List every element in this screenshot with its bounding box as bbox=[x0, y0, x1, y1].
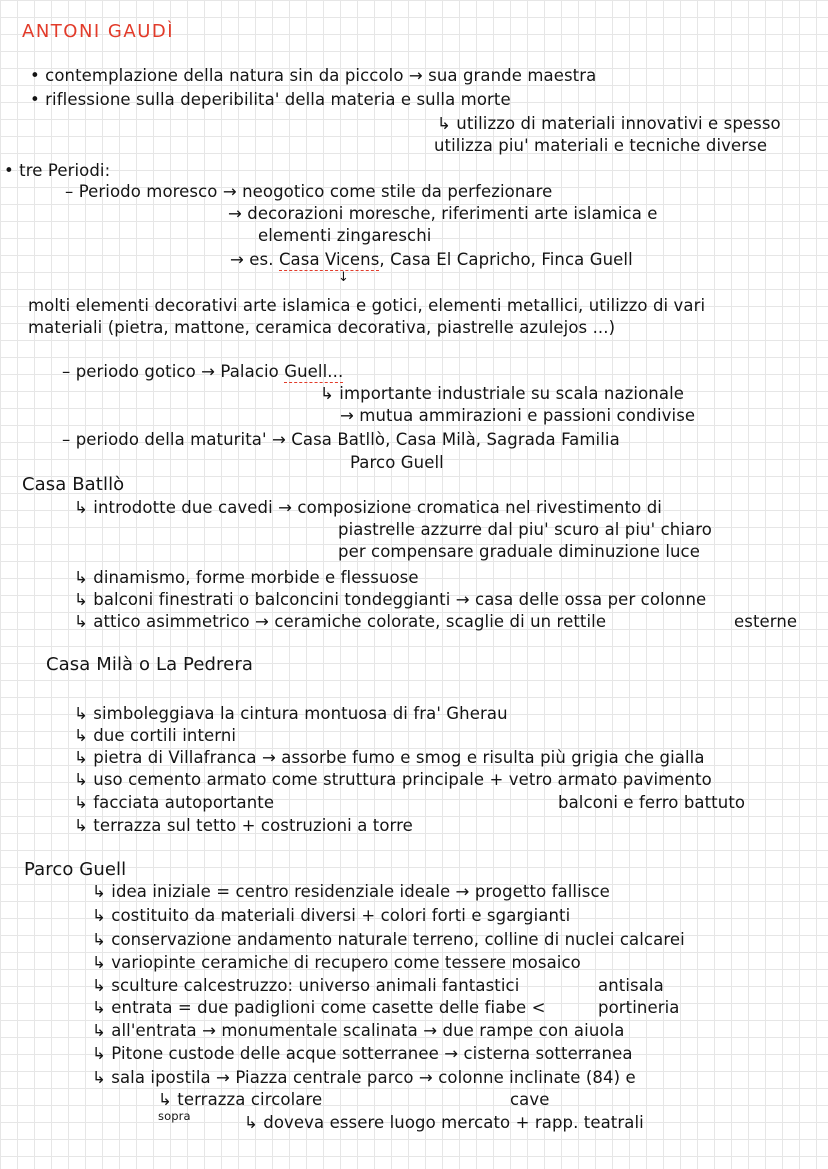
casa-vicens: Casa Vicens bbox=[278, 250, 380, 269]
moresco-examples bbox=[230, 250, 633, 270]
gotico-line: ↳ importante industriale su scala nazionale bbox=[320, 384, 685, 403]
batllo-line: ↳ attico asimmetrico → ceramiche colorate, scaglie di un rettile bbox=[74, 612, 607, 631]
maturita-line: Parco Guell bbox=[350, 453, 444, 472]
intro-line: utilizza piu' materiali e tecniche diverse bbox=[434, 136, 768, 155]
moresco-line: elementi zingareschi bbox=[258, 226, 432, 245]
parco-line: ↳ costituito da materiali diversi + colori forti e sgargianti bbox=[92, 906, 571, 925]
parco-line: ↳ sculture calcestruzzo: universo animali fantastici bbox=[92, 976, 520, 995]
mila-line: ↳ pietra di Villafranca → assorbe fumo e smog e risulta più grigia che gialla bbox=[74, 748, 705, 767]
intro-line: • riflessione sulla deperibilita' della materia e sulla morte bbox=[30, 90, 511, 109]
mila-line: ↳ due cortili interni bbox=[74, 726, 237, 745]
page-title: ANTONI GAUDÌ bbox=[22, 21, 175, 42]
mila-line: ↳ simboleggiava la cintura montuosa di fra' Gherau bbox=[74, 704, 508, 723]
intro-line: ↳ utilizzo di materiali innovativi e spesso bbox=[437, 114, 781, 133]
parco-line: ↳ conservazione andamento naturale terreno, colline di nuclei calcarei bbox=[92, 930, 685, 949]
parco-guell-heading: Parco Guell bbox=[24, 859, 127, 880]
gotico-prefix: – periodo gotico → Palacio bbox=[62, 362, 279, 381]
mila-line: ↳ facciata autoportante bbox=[74, 793, 275, 812]
down-arrow-icon: ↓ bbox=[338, 270, 349, 285]
periodo-gotico bbox=[62, 362, 343, 382]
batllo-line: ↳ introdotte due cavedi → composizione cromatica nel rivestimento di bbox=[74, 498, 662, 517]
gotico-line: → mutua ammirazioni e passioni condivise bbox=[340, 406, 696, 425]
batllo-line: per compensare graduale diminuzione luce bbox=[338, 542, 700, 561]
parco-line: ↳ doveva essere luogo mercato + rapp. teatrali bbox=[244, 1113, 644, 1132]
parco-line: sopra bbox=[158, 1109, 191, 1123]
parco-line: ↳ variopinte ceramiche di recupero come tessere mosaico bbox=[92, 953, 581, 972]
mila-line: ↳ terrazza sul tetto + costruzioni a torre bbox=[74, 816, 413, 835]
periodi-label: • tre Periodi: bbox=[4, 161, 111, 180]
periodo-maturita: – periodo della maturita' → Casa Batllò, Casa Milà, Sagrada Familia bbox=[62, 430, 620, 449]
parco-line: ↳ idea iniziale = centro residenziale ideale → progetto fallisce bbox=[92, 882, 610, 901]
moresco-line: → decorazioni moresche, riferimenti arte islamica e bbox=[228, 204, 658, 223]
parco-line: portineria bbox=[598, 998, 680, 1017]
example-rest: , Casa El Capricho, Finca Guell bbox=[379, 250, 633, 269]
parco-line: ↳ all'entrata → monumentale scalinata → due rampe con aiuola bbox=[92, 1021, 625, 1040]
intro-line: • contemplazione della natura sin da piccolo → sua grande maestra bbox=[30, 66, 597, 85]
batllo-line: esterne bbox=[734, 612, 798, 631]
parco-line: ↳ terrazza circolare bbox=[158, 1090, 323, 1109]
moresco-note: molti elementi decorativi arte islamica e gotici, elementi metallici, utilizzo di vari bbox=[28, 296, 706, 315]
example-prefix: → es. bbox=[230, 250, 274, 269]
parco-line: ↳ Pitone custode delle acque sotterranee → cisterna sotterranea bbox=[92, 1044, 633, 1063]
parco-line: ↳ entrata = due padiglioni come casette delle fiabe < bbox=[92, 998, 546, 1017]
batllo-line: piastrelle azzurre dal piu' scuro al piu' chiaro bbox=[338, 520, 712, 539]
moresco-note: materiali (pietra, mattone, ceramica decorativa, piastrelle azulejos ...) bbox=[28, 318, 616, 337]
periodo-moresco: – Periodo moresco → neogotico come stile da perfezionare bbox=[65, 182, 553, 201]
mila-line: ↳ uso cemento armato come struttura principale + vetro armato pavimento bbox=[74, 770, 712, 789]
parco-line: antisala bbox=[598, 976, 664, 995]
casa-mila-heading: Casa Milà o La Pedrera bbox=[46, 654, 253, 675]
batllo-line: ↳ dinamismo, forme morbide e flessuose bbox=[74, 568, 419, 587]
batllo-line: ↳ balconi finestrati o balconcini tondeggianti → casa delle ossa per colonne bbox=[74, 590, 707, 609]
parco-line: ↳ sala ipostila → Piazza centrale parco → colonne inclinate (84) e bbox=[92, 1068, 636, 1087]
casa-batllo-heading: Casa Batllò bbox=[22, 474, 125, 495]
parco-line: cave bbox=[510, 1090, 550, 1109]
palacio-guell: Guell... bbox=[284, 362, 344, 381]
mila-line: balconi e ferro battuto bbox=[558, 793, 746, 812]
